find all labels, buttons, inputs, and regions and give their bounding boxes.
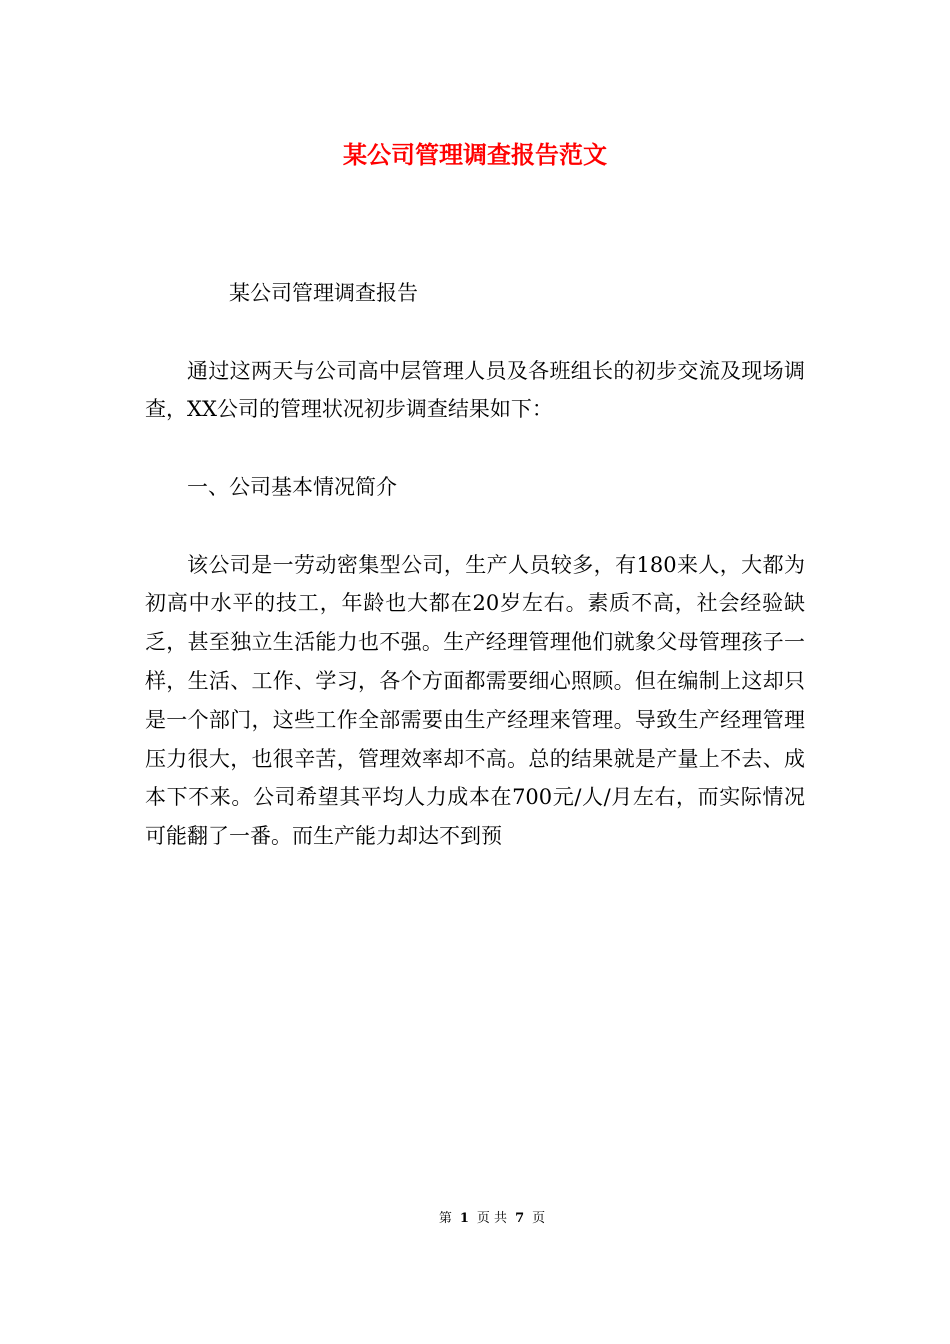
footer-middle: 页 共 <box>476 1211 508 1226</box>
body-paragraph: 该公司是一劳动密集型公司，生产人员较多，有180来人，大都为初高中水平的技工，年龄也大都在20岁左右。素质不高，社会经验缺乏，甚至独立生活能力也不强。生产经理管理他们就象父母管理孩子一样，生活、工作、学习，各个方面都需要细心照顾。但在编制上这却只是一个部门，这些工作全部需要由生产经理来管理。导致生产经理管理压力很大，也很辛苦，管理效率却不高。总的结果就是产量上不去、成本下不来。公司希望其平均人力成本在700元/人/月左右，而实际情况可能翻了一番。而生产能力却达不到预 <box>145 552 805 849</box>
footer-suffix: 页 <box>532 1211 546 1226</box>
footer-prefix: 第 <box>438 1211 452 1226</box>
intro-paragraph: 通过这两天与公司高中层管理人员及各班组长的初步交流及现场调查，XX公司的管理状况初步调查结果如下： <box>145 358 805 422</box>
footer-total-pages: 7 <box>515 1211 525 1226</box>
page-footer <box>0 1210 950 1228</box>
section-heading: 一、公司基本情况简介 <box>187 474 397 499</box>
footer-page-number: 1 <box>459 1211 469 1226</box>
report-subtitle: 某公司管理调查报告 <box>229 281 418 305</box>
document-body <box>145 274 805 895</box>
document-title: 某公司管理调查报告范文 <box>343 140 607 169</box>
